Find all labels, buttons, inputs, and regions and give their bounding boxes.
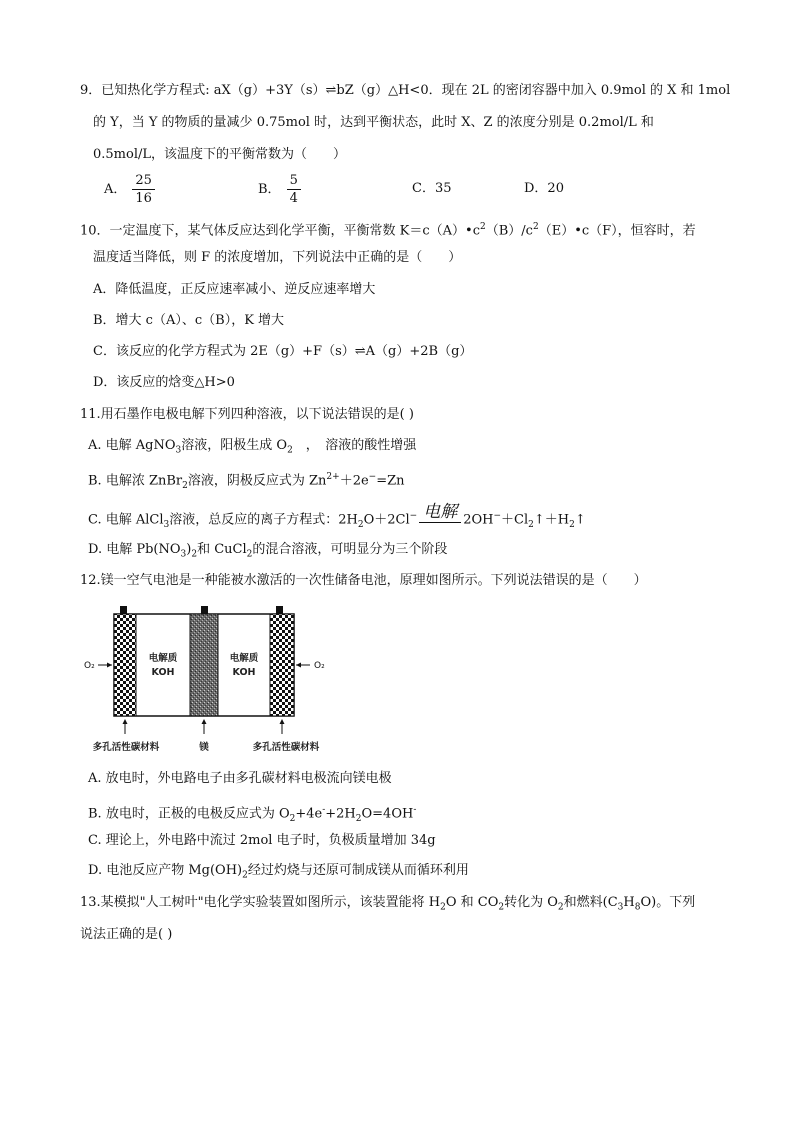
q12-option-b [88, 801, 416, 828]
carbon-material-right-label: 多孔活性碳材料 [252, 742, 320, 753]
text: ↑＋H [533, 512, 570, 528]
mg-air-battery-diagram [84, 606, 344, 758]
text: +4e [295, 806, 323, 822]
text: =Zn [376, 473, 405, 489]
text: D. 电池反应产物 Mg(OH) [88, 863, 243, 878]
q10-line1-part-c: （E）•c（F），恒容时，若 [538, 223, 696, 239]
magnesium-label: 镁 [199, 742, 209, 753]
subscript: 2 [191, 549, 198, 560]
q10-option-b: B．增大 c（A）、c（B），K 增大 [93, 313, 285, 328]
subscript: 2 [569, 519, 575, 530]
carbon-material-left-label: 多孔活性碳材料 [92, 742, 160, 753]
text: 溶液，阴极反应式为 Zn [187, 473, 327, 489]
subscript: 2 [287, 445, 293, 456]
text: 和 CuCl [197, 542, 247, 557]
electrolyte-left-line1: 电解质 [148, 653, 178, 664]
q10-option-c: C．该反应的化学方程式为 2E（g）+F（s）⇌A（g）+2B（g） [93, 344, 473, 359]
left-terminal [120, 606, 127, 614]
text: ↑ [574, 512, 586, 528]
fraction-numerator: 25 [132, 172, 155, 190]
q9-line1: 9．已知热化学方程式: aX（g）+3Y（s）⇌bZ（g）△H<0．现在 2L 的密闭容器中加入 0.9mol 的 X 和 1mol [80, 83, 731, 98]
text: ， 溶液的酸性增强 [292, 438, 417, 453]
text: C. 电解 AlCl [88, 512, 164, 528]
o2-left-label: O₂ [84, 661, 95, 671]
q9-line3: 0.5mol/L，该温度下的平衡常数为（ ） [93, 147, 346, 162]
superscript: − [368, 472, 377, 482]
battery-diagram-svg [84, 606, 344, 758]
q11-option-d [88, 541, 447, 564]
q11-stem: 11.用石墨作电极电解下列四种溶液，以下说法错误的是( ) [80, 407, 414, 422]
text: 2OH [463, 512, 494, 528]
q10-option-a: A．降低温度，正反应速率减小、逆反应速率增大 [93, 282, 376, 297]
subscript: 3 [180, 549, 187, 560]
q13-line2: 说法正确的是( ) [80, 927, 173, 942]
subscript: 3 [175, 445, 182, 456]
electrolysis-arrow [417, 502, 463, 529]
q9-option-a-label: A． [104, 182, 127, 197]
text: B. 电解浓 ZnBr [88, 473, 183, 489]
subscript: 2 [355, 813, 362, 824]
fraction-numerator: 5 [287, 172, 301, 190]
text: ) [186, 542, 192, 557]
superscript: − [409, 511, 418, 521]
subscript: 2 [182, 480, 188, 491]
q10-line2: 温度适当降低，则 F 的浓度增加，下列说法中正确的是（ ） [93, 250, 462, 265]
arrow-bar [419, 522, 461, 523]
q12-option-c: C. 理论上，外电路中流过 2mol 电子时，负极质量增加 34g [88, 833, 436, 848]
text: O 和 CO [445, 895, 499, 910]
fraction-denominator: 4 [289, 191, 298, 206]
superscript: 2 [532, 222, 539, 232]
superscript: 2 [480, 222, 486, 232]
text: O=4OH [361, 806, 414, 822]
subscript: 2 [242, 870, 248, 881]
magnesium-electrode [190, 614, 218, 716]
subscript: 2 [557, 902, 564, 913]
subscript: 2 [528, 519, 534, 530]
superscript: - [322, 805, 326, 815]
q9-option-b-label: B． [258, 182, 281, 197]
fraction-denominator: 16 [135, 191, 152, 206]
text: 溶液，阳极生成 O [181, 438, 288, 453]
text: A. 电解 AgNO [88, 438, 176, 453]
left-carbon-electrode [114, 614, 136, 716]
subscript: 3 [617, 902, 624, 913]
q11-option-c [88, 502, 586, 534]
q9-option-d: D．20 [524, 181, 564, 196]
text: 13.某模拟"人工树叶"电化学实验装置如图所示，该装置能将 H [80, 895, 441, 910]
q9-option-b-fraction [287, 172, 301, 207]
text: 溶液，总反应的离子方程式：2H [169, 512, 358, 528]
q11-option-b [88, 468, 405, 495]
text: 转化为 O [504, 895, 558, 910]
electrolyte-left-line2: KOH [151, 667, 175, 678]
q9-option-a [104, 172, 155, 207]
text: D. 电解 Pb(NO [88, 542, 181, 557]
subscript: 2 [440, 902, 446, 913]
text: 经过灼烧与还原可制成镁从而循环利用 [247, 863, 469, 878]
text: 的混合溶液，可明显分为三个阶段 [252, 542, 448, 557]
subscript: 2 [498, 902, 505, 913]
text: 和燃料(C [563, 895, 618, 910]
electrolyte-right-line2: KOH [232, 667, 256, 678]
text: B. 放电时，正极的电极反应式为 O [88, 806, 290, 822]
q12-stem: 12.镁一空气电池是一种能被水激活的一次性储备电池，原理如图所示。下列说法错误的是（ ） [80, 573, 647, 588]
superscript: − [493, 511, 502, 521]
q9-option-c: C．35 [412, 181, 452, 196]
superscript: - [413, 805, 417, 815]
text: O＋2Cl [363, 512, 410, 528]
text: O)。下列 [640, 895, 696, 910]
middle-terminal [201, 606, 208, 614]
text: H [623, 895, 635, 910]
q10-line1-part-a: 10．一定温度下，某气体反应达到化学平衡，平衡常数 K＝c（A）•c [80, 223, 481, 239]
electrolyte-right-line1: 电解质 [229, 653, 259, 664]
q10-line1-part-b: （B）/c [485, 223, 533, 239]
electrolysis-label: 电解 [423, 502, 458, 523]
right-terminal [276, 606, 283, 614]
q12-option-a: A. 放电时，外电路电子由多孔碳材料电极流向镁电极 [88, 771, 392, 786]
subscript: 2 [246, 549, 253, 560]
text: ＋2e [339, 473, 369, 489]
q10-line1 [80, 218, 696, 240]
q9-option-a-fraction [132, 172, 155, 207]
superscript: 2+ [326, 472, 340, 482]
text: +2H [325, 806, 356, 822]
q9-option-b [258, 172, 301, 207]
q11-option-a [88, 437, 416, 460]
text: ＋Cl [501, 512, 529, 528]
subscript: 2 [357, 519, 364, 530]
subscript: 8 [634, 902, 641, 913]
q12-option-d [88, 862, 469, 885]
subscript: 3 [163, 519, 170, 530]
q13-line1 [80, 894, 695, 917]
o2-right-label: O₂ [314, 661, 325, 671]
subscript: 2 [289, 813, 296, 824]
q9-line2: 的 Y，当 Y 的物质的量减少 0.75mol 时，达到平衡状态，此时 X、Z 的浓度分别是 0.2mol/L 和 [93, 115, 654, 130]
q10-option-d: D．该反应的焓变△H>0 [93, 375, 235, 390]
right-carbon-electrode [270, 614, 294, 716]
